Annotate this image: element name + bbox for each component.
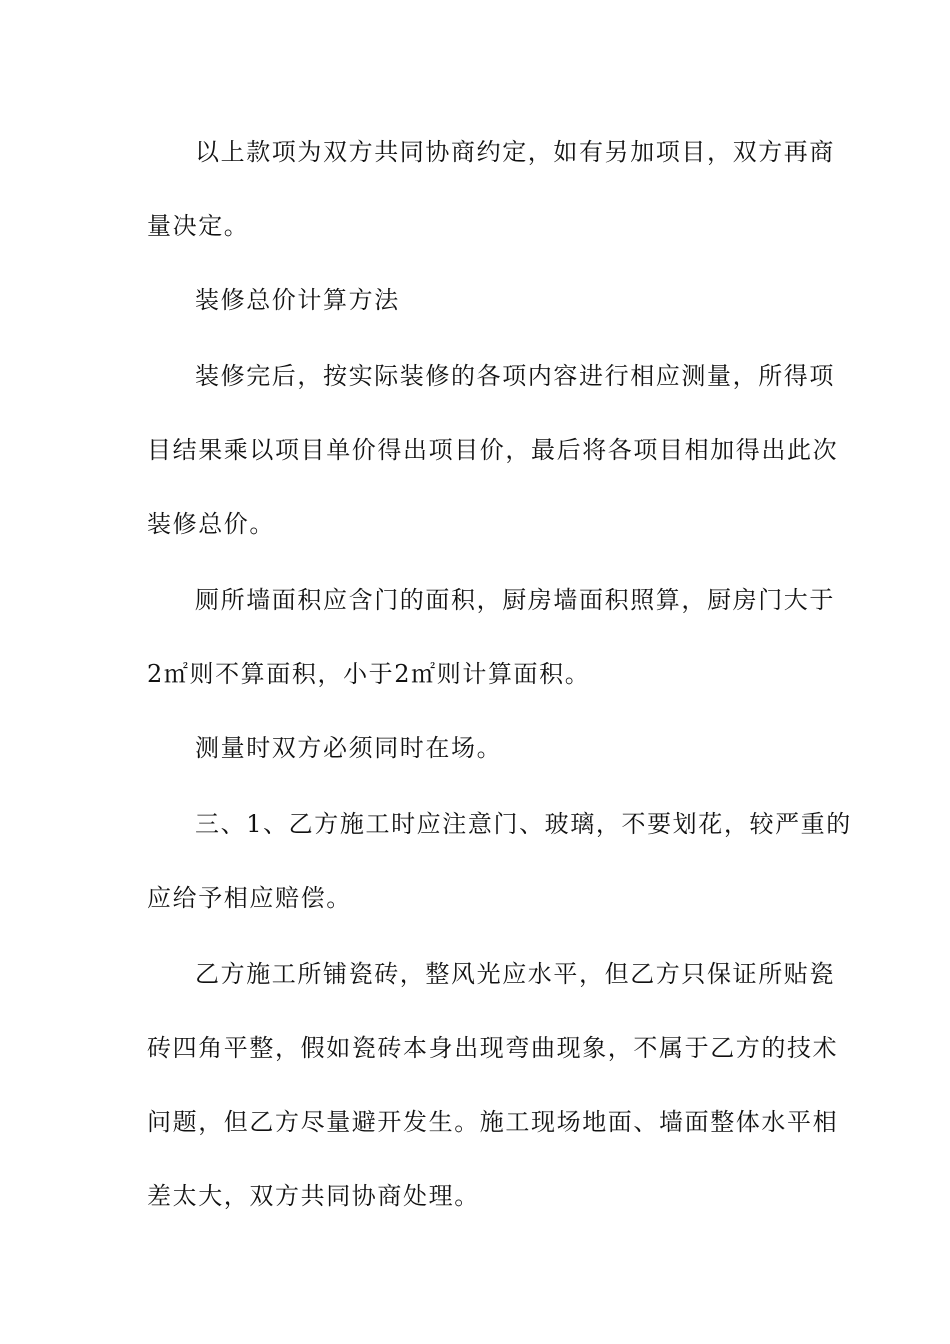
- paragraph-1-line-2: 量决定。: [147, 212, 250, 240]
- paragraph-2-line-3: 装修总价。: [147, 510, 275, 538]
- paragraph-5-line-1: 三、1、乙方施工时应注意门、玻璃，不要划花，较严重的: [195, 810, 852, 838]
- paragraph-3-line-1: 厕所墙面积应含门的面积，厨房墙面积照算，厨房门大于: [195, 586, 835, 614]
- paragraph-6-line-2: 砖四角平整，假如瓷砖本身出现弯曲现象，不属于乙方的技术: [147, 1034, 839, 1062]
- paragraph-2-line-1: 装修完后，按实际装修的各项内容进行相应测量，所得项: [195, 362, 835, 390]
- section-heading: 装修总价计算方法: [195, 286, 400, 314]
- paragraph-2-line-2: 目结果乘以项目单价得出项目价，最后将各项目相加得出此次: [147, 436, 839, 464]
- paragraph-3-line-2: 2㎡则不算面积，小于2㎡则计算面积。: [147, 660, 591, 688]
- paragraph-1-line-1: 以上款项为双方共同协商约定，如有另加项目，双方再商: [195, 138, 835, 166]
- paragraph-6-line-4: 差太大，双方共同协商处理。: [147, 1182, 480, 1210]
- paragraph-4-line-1: 测量时双方必须同时在场。: [195, 734, 503, 762]
- paragraph-6-line-1: 乙方施工所铺瓷砖，整风光应水平，但乙方只保证所贴瓷: [195, 960, 835, 988]
- paragraph-5-line-2: 应给予相应赔偿。: [147, 884, 352, 912]
- paragraph-6-line-3: 问题，但乙方尽量避开发生。施工现场地面、墙面整体水平相: [147, 1108, 839, 1136]
